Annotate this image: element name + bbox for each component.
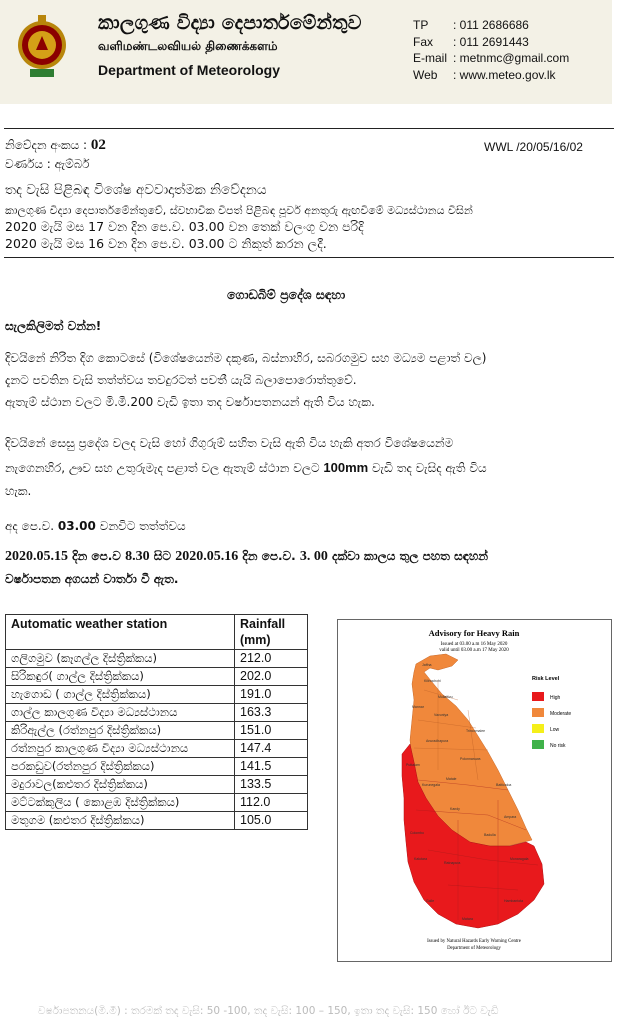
sri-lanka-map — [338, 620, 611, 961]
notice-number: නිවේදන අංකය : 02 — [5, 137, 106, 153]
place-label: Kalutara — [414, 857, 428, 861]
letterhead — [0, 0, 612, 104]
table-row: ගාල්ල කාලගුණ විද්‍යා මධ්‍යස්ථානය 163.3 — [6, 704, 308, 722]
col-station-header: Automatic weather station — [6, 615, 235, 650]
place-label: Ratnapura — [444, 861, 461, 865]
col-rainfall-header: Rainfall (mm) — [235, 615, 308, 650]
legend-swatch-low — [532, 724, 544, 733]
place-label: Ampara — [504, 815, 517, 819]
place-label: Kilinochchi — [424, 679, 441, 683]
org-name-english: Department of Meteorology — [98, 62, 281, 78]
alert-text: සැලකිලිමත් වන්න! — [5, 319, 102, 333]
table-row: හැගොඩ ( ගාල්ල දිස්ත්‍රික්කය) 191.0 — [6, 686, 308, 704]
divider-bottom — [4, 257, 614, 258]
table-row: මතුගම (කළුතර දිස්ත්‍රික්කය) 105.0 — [6, 812, 308, 830]
contact-block — [413, 17, 569, 83]
organisation-name — [98, 12, 362, 78]
period-line1: 2020.05.15 දින පෙ.ව 8.30 සිට 2020.05.16 දින පෙ.ව. 3. 00 දක්වා කාලය තුල පහත සඳහන් — [5, 549, 489, 564]
legend-title: Risk Level — [532, 676, 560, 682]
place-label: Vavuniya — [434, 713, 449, 717]
map-title: Advisory for Heavy Rain — [428, 628, 520, 638]
place-label: Matara — [462, 917, 473, 921]
para2-line3: හැක. — [5, 484, 32, 498]
section-title: ගොඩබිම් ප්‍රදේශ සඳහා — [227, 287, 346, 302]
legend-label-no-risk: No risk — [550, 743, 566, 749]
place-label: Matale — [446, 777, 457, 781]
table-row: කිරිඇල්ල (රත්නපුර දිස්ත්‍රික්කය) 151.0 — [6, 722, 308, 740]
status-line: අද පෙ.ව. 03.00 වනවිට තත්ත්වය — [5, 519, 186, 533]
table-row: ගලිගමුව (කෑගල්ල දිස්ත්‍රික්කය) 212.0 — [6, 650, 308, 668]
place-label: Batticaloa — [496, 783, 512, 787]
map-credit-line2: Department of Meteorology — [447, 946, 501, 951]
place-label: Kurunegala — [422, 783, 440, 787]
place-label: Galle — [426, 899, 435, 903]
place-label: Trincomalee — [466, 729, 486, 733]
contact-fax: Fax : 011 2691443 — [413, 34, 529, 49]
contact-tp: TP : 011 2686686 — [413, 18, 529, 32]
rainfall-scale-footer: වර්ෂාපතනය(මි.මී) : තරමක් තද වැසි: 50 -100, තද වැසි: 100 – 150, ඉතා තද වැසි: 150 හෝ ඊට වැඩි — [38, 1005, 499, 1017]
legend-swatch-high — [532, 692, 544, 701]
table-row: සිරිකඳුර( ගාල්ල දිස්ත්‍රික්කය) 202.0 — [6, 668, 308, 686]
para2-line2: නැගෙනහිර, ඌව සහ උතුරුමැද පළාත් වල ඇතැම් ස්ථාන වලට 100mm වැඩි තද වැසිද ඇති විය — [5, 460, 487, 475]
notice-title: තද වැසි පිළිබඳ විශේෂ අවවාදාත්මක නිවේදනය — [5, 182, 267, 198]
table-row: මදුරාවල(කළුතර දිස්ත්‍රික්කය) 133.5 — [6, 776, 308, 794]
legend-swatch-no-risk — [532, 740, 544, 749]
contact-web: Web : www.meteo.gov.lk — [413, 67, 556, 82]
reference-number: WWL /20/05/16/02 — [484, 140, 583, 154]
place-label: Anuradhapura — [426, 739, 449, 743]
para1-line2: දැනට පවතින වැසි තත්ත්වය තවදුරටත් පවතී යැයි බලාපොරොත්තුවේ. — [5, 373, 357, 387]
legend-swatch-moderate — [532, 708, 544, 717]
org-name-sinhala: කාලගුණ විද්‍යා දෙපාර්තමේන්තුව — [98, 12, 362, 34]
legend-label-moderate: Moderate — [550, 711, 572, 717]
place-label: Jaffna — [422, 663, 432, 667]
table-row: මට්ටක්කුලිය ( කොළඹ දිස්ත්‍රික්කය) 112.0 — [6, 794, 308, 812]
legend — [532, 692, 571, 749]
color-level: වර්ණය : ඇම්බර් — [5, 157, 90, 171]
para2-line1: දිවයිනේ සෙසු ප්‍රදේශ වලද වැසි හෝ ගිගුරුම් සහිත වැසි ඇති විය හැකි අතර විශේෂයෙන්ම — [5, 436, 454, 450]
government-emblem-icon — [16, 12, 68, 82]
map-issued: Issued at 03.00 a.m 16 May 2020 — [440, 642, 508, 647]
table-row: රත්නපුර කාලගුණ විද්‍යා මධ්‍යස්ථානය 147.4 — [6, 740, 308, 758]
para1-line3: ඇතැම් ස්ථාන වලට මි.මී.200 වැඩි ඉතා තද වර්ෂාපතනයන් ඇති විය හැක. — [5, 395, 375, 409]
map-valid: valid until 03.00 a.m 17 May 2020 — [439, 648, 509, 653]
place-label: Mannar — [412, 705, 424, 709]
para1-line1: දිවයිනේ නිරිත දිග කොටසේ (විශේෂයෙන්ම දකුණ, බස්නාහිර, සබරගමුව සහ මධ්‍යම පළාත් වල) — [5, 351, 487, 365]
place-label: Mullaitivu — [438, 695, 453, 699]
legend-label-low: Low — [550, 727, 560, 733]
place-label: Kandy — [450, 807, 460, 811]
place-label: Colombo — [410, 831, 425, 835]
place-label: Puttalam — [406, 763, 420, 767]
table-row: පරකඩුව(රත්නපුර දිස්ත්‍රික්කය) 141.5 — [6, 758, 308, 776]
advisory-map — [337, 619, 612, 962]
contact-email: E-mail : metnmc@gmail.com — [413, 51, 570, 65]
issuer-line: කාලගුණ විද්‍යා දෙපාර්තමේන්තුවේ, ස්වභාවික විපත් පිළිබඳ පූර්ව අනතුරු ඇඟවීමේ මධ්‍යස්ථානය විසින් — [5, 204, 473, 217]
table-header-row — [6, 615, 308, 650]
rainfall-table — [5, 614, 308, 830]
period-line2: වර්ෂාපතන අගයන් වාර්තා වී ඇත. — [5, 572, 179, 586]
map-credit-line1: Issued by Natural Hazards Early Warning Centre — [427, 939, 521, 944]
place-label: Hambantota — [504, 899, 524, 903]
place-label: Badulla — [484, 833, 496, 837]
validity-line: 2020 මැයි මස 17 වන දින පෙ.ව. 03.00 වන තෙක් වලංගු වන පරිදි — [5, 219, 364, 234]
legend-label-high: High — [550, 695, 561, 701]
place-label: Monaragala — [510, 857, 529, 861]
issued-line: 2020 මැයි මස 16 වන දින පෙ.ව. 03.00 ට නිකුත් කරන ලදී. — [5, 236, 327, 251]
place-label: Polonnaruwa — [460, 757, 481, 761]
divider-top — [4, 128, 614, 129]
org-name-tamil: வளிமண்டலவியல் திணைக்களம் — [98, 39, 278, 53]
